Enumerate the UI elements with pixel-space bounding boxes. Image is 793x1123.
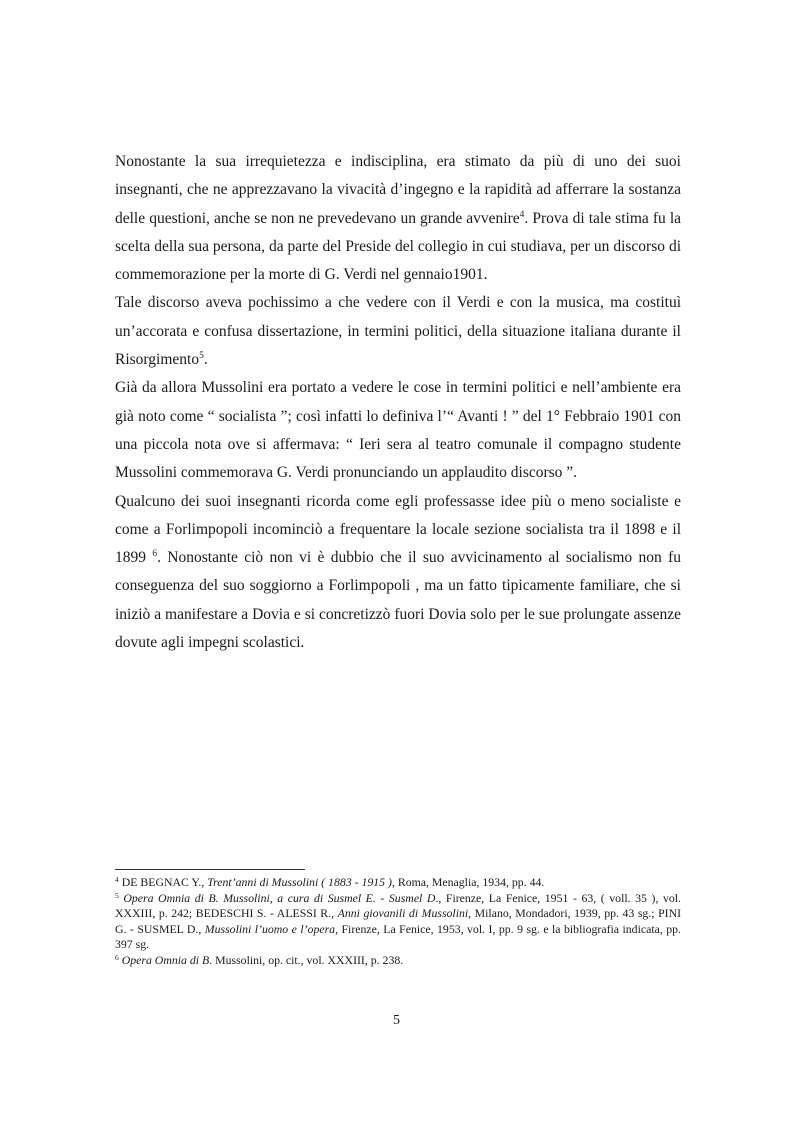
paragraph-text: Qualcuno dei suoi insegnanti ricorda come egli professasse idee più o meno socialiste e come a Forlimpopoli incominciò a frequentare la locale sezione socialista tra il 1898 e il 1899	[115, 492, 681, 567]
paragraph-4	[115, 488, 681, 658]
footnote-number: 4	[115, 875, 119, 884]
footnote-title: Opera Omnia di B	[121, 952, 210, 967]
footnote-5	[115, 891, 681, 953]
footnote-title: Opera Omnia di B. Mussolini, a cura di Susmel E. - Susmel D	[123, 890, 436, 905]
paragraph-3	[115, 374, 681, 487]
paragraph-text: Già da allora Mussolini era portato a vedere le cose in termini politici e nell’ambiente era già noto come “ socialista ”; così infatti lo definiva l’“ Avanti ! ” del 1° Febbraio 1901 con una piccola nota ove si affermava: “ Ieri sera al teatro comunale il compagno studente Mussolini commemorava G. Verdi pronunciando un applaudito discorso ”.	[115, 379, 681, 482]
footnote-number: 6	[115, 952, 119, 962]
footnotes	[115, 875, 681, 969]
footnote-text: , Firenze, La Fenice, 1953, vol. I, pp. 9 sg. e la bibliografia indicata, pp. 397 sg.	[115, 921, 681, 952]
footnote-text: , Milano, Mondadori, 1939, pp. 43 sg.; PINI G. - SUSMEL D.,	[115, 906, 682, 936]
footnote-ref-4[interactable]: 4	[519, 209, 525, 220]
paragraph-text: . Nonostante ciò non vi è dubbio che il suo avvicinamento al socialismo non fu conseguenza del suo soggiorno a Forlimpopoli , ma un fatto tipicamente familiare, che si iniziò a manifestare a Dovia e si concretizzò fuori Dovia solo per le sue prolungate assenze dovute agli impegni scolastici.	[115, 549, 681, 652]
paragraph-text: . Prova di tale stima fu la scelta della sua persona, da parte del Preside del collegio in cui studiava, per un discorso di commemorazione per la morte di G. Verdi nel gennaio1901.	[115, 209, 681, 284]
footnote-separator	[115, 869, 305, 870]
footnote-text: , Roma, Menaglia, 1934, pp. 44.	[391, 875, 545, 889]
footnote-4	[115, 875, 681, 891]
footnote-text: . Mussolini, op. cit., vol. XXXIII, p. 238.	[209, 952, 404, 967]
paragraph-1	[115, 148, 681, 289]
paragraph-2	[115, 289, 681, 374]
paragraph-text: .	[203, 351, 208, 369]
footnote-number: 5	[115, 890, 119, 900]
paragraph-text: Tale discorso aveva pochissimo a che vedere con il Verdi e con la musica, ma costituì un’accorata e confusa dissertazione, in termini politici, della situazione italiana durante il Risorgimento	[115, 294, 681, 369]
footnote-ref-5[interactable]: 5	[199, 351, 204, 362]
footnote-ref-6[interactable]: 6	[152, 549, 158, 560]
footnote-title: Anni giovanili di Mussolini	[337, 906, 469, 921]
page-number: 5	[393, 1013, 400, 1028]
footnote-6	[115, 953, 681, 969]
paragraph-text: Nonostante la sua irrequietezza e indisciplina, era stimato da più di uno dei suoi insegnanti, che ne apprezzavano la vivacità d’ingegno e la rapidità ad afferrare la sostanza delle questioni, anche se non ne prevedevano un grande avvenire	[115, 153, 681, 227]
body-text	[115, 148, 681, 657]
footnote-text: ., Firenze, La Fenice, 1951 - 63, ( voll. 35 ), vol. XXXIII, p. 242; BEDESCHI S. - ALESSI R.,	[115, 890, 682, 921]
footnote-text: DE BEGNAC Y.,	[118, 875, 208, 889]
footnote-title: Mussolini l’uomo e l’opera	[204, 921, 336, 936]
footnote-title: Trent’anni di Mussolini ( 1883 - 1915 )	[207, 875, 392, 889]
